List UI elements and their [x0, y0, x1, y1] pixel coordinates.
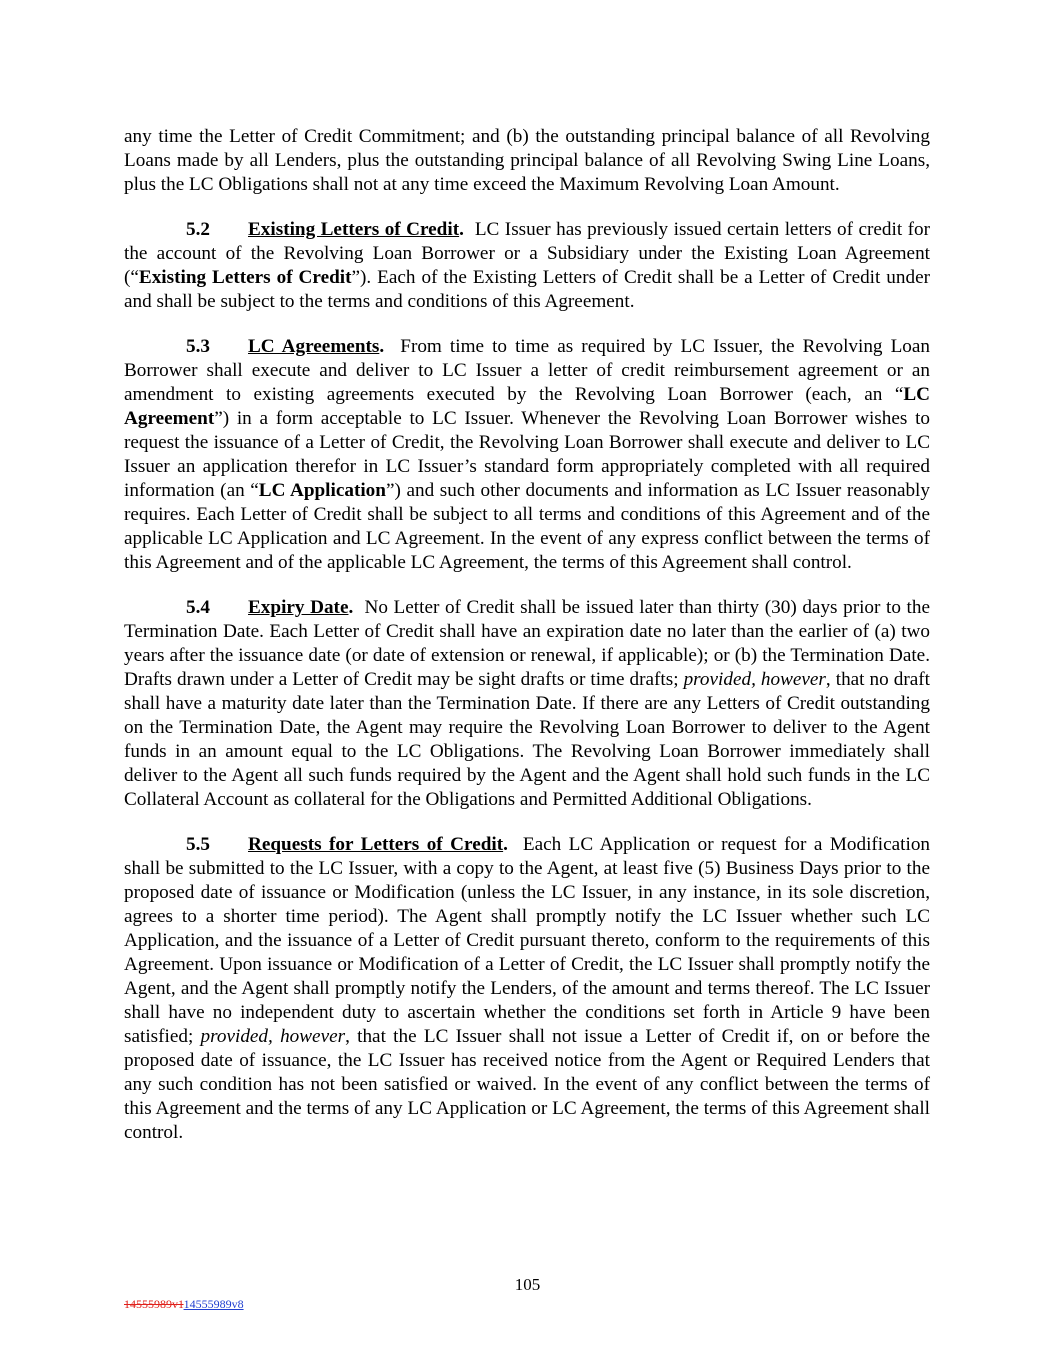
section-text: From time to time as required by LC Issuer, the Revolving Loan Borrower shall execute and deliver to LC Issuer a letter of credit reimbursement agreement or an amendment to existing agreements executed by the Revolving Loan Borrower (each, an “ — [124, 336, 931, 405]
section-title: Expiry Date — [248, 597, 349, 618]
section-text: ”). Each of the Existing Letters of Credit shall be a Letter of Credit under and shall be subject to the terms and conditions of this Agreement. — [124, 267, 930, 312]
continuation-paragraph: any time the Letter of Credit Commitment; and (b) the outstanding principal balance of all Revolving Loans made by all Lenders, plus the outstanding principal balance of all Revolving Swing Line Loans, plus the LC Obligations shall not at any time exceed the Maximum Revolving Loan Amount. — [124, 126, 930, 195]
document-id — [124, 1297, 244, 1312]
section-text: , that the LC Issuer shall not issue a Letter of Credit if, on or before the proposed date of issuance, the LC Issuer has received notice from the Agent or Required Lenders that any such condition has not been satisfied or waived. In the event of any conflict between the terms of this Agreement and the terms of any LC Application or LC Agreement, the terms of this Agreement shall control. — [124, 1026, 930, 1143]
page-number: 105 — [514, 1275, 541, 1294]
defined-term: Existing Letters of Credit — [138, 267, 352, 288]
section-5-5: 5.5 Requests for Letters of Credit. Each LC Application or request for a Modification shall be submitted to the LC Issuer, with a copy to the Agent, at least five (5) Business Days prior to the proposed date of issuance or Modification (unless the LC Issuer, in any instance, in its sole discretion, agrees to a shorter time period). The Agent shall promptly notify the LC Issuer whether such LC Application, and the issuance of a Letter of Credit pursuant thereto, conform to the requirements of this Agreement. Upon issuance or Modification of a Letter of Credit, the LC Issuer shall promptly notify the Agent, and the Agent shall promptly notify the Lenders, of the amount and terms thereof. The LC Issuer shall have no independent duty to ascertain whether the conditions set forth in Article 9 have been satisfied; provided, however, that the LC Issuer shall not issue a Letter of Credit if, on or before the proposed date of issuance, the LC Issuer has received notice from the Agent or Required Lenders that any such condition has not been satisfied or waived. In the event of any conflict between the terms of this Agreement and the terms of any LC Application or LC Agreement, the terms of this Agreement shall control. — [124, 834, 931, 1143]
italic-term: provided, however — [200, 1026, 346, 1047]
section-number: 5.4 — [186, 597, 210, 618]
section-text: ”) and such other documents and information as LC Issuer reasonably requires. Each Letter of Credit shall be subject to all terms and conditions of this Agreement and of the applicable LC Application and LC Agreement. In the event of any express conflict between the terms of this Agreement and of the applicable LC Agreement, the terms of this Agreement shall control. — [124, 480, 930, 573]
section-text: , that no draft shall have a maturity date later than the Termination Date. If there are any Letters of Credit outstanding on the Termination Date, the Agent may require the Revolving Loan Borrower to deliver to the Agent funds in an amount equal to the LC Obligations. The Revolving Loan Borrower immediately shall deliver to the Agent all such funds required by the Agent and the Agent shall hold such funds in the LC Collateral Account as collateral for the Obligations and Permitted Additional Obligations. — [124, 669, 930, 810]
section-text: No Letter of Credit shall be issued later than thirty (30) days prior to the Termination Date. Each Letter of Credit shall have an expiration date no later than the earlier of (a) two years after the issuance date (or date of extension or renewal, if applicable); or (b) the Termination Date. Drafts drawn under a Letter of Credit may be sight drafts or time drafts; — [124, 597, 930, 690]
section-text: LC Issuer has previously issued certain letters of credit for the account of the Revolving Loan Borrower or a Subsidiary under the Existing Loan Agreement (“ — [124, 219, 931, 288]
section-number: 5.2 — [186, 219, 210, 240]
section-number: 5.3 — [186, 336, 210, 357]
defined-term: LC Agreement — [124, 384, 930, 429]
section-text: ”) in a form acceptable to LC Issuer. Whenever the Revolving Loan Borrower wishes to request the issuance of a Letter of Credit, the Revolving Loan Borrower shall execute and deliver to LC Issuer an application therefor in LC Issuer’s standard form appropriately completed with all required information (an “ — [124, 408, 930, 501]
section-5-4: 5.4 Expiry Date. No Letter of Credit shall be issued later than thirty (30) days prior to the Termination Date. Each Letter of Credit shall have an expiration date no later than the earlier of (a) two years after the issuance date (or date of extension or renewal, if applicable); or (b) the Termination Date. Drafts drawn under a Letter of Credit may be sight drafts or time drafts; provided, however, that no draft shall have a maturity date later than the Termination Date. If there are any Letters of Credit outstanding on the Termination Date, the Agent may require the Revolving Loan Borrower to deliver to the Agent funds in an amount equal to the LC Obligations. The Revolving Loan Borrower immediately shall deliver to the Agent all such funds required by the Agent and the Agent shall hold such funds in the LC Collateral Account as collateral for the Obligations and Permitted Additional Obligations. — [124, 597, 930, 810]
section-title: Requests for Letters of Credit — [248, 834, 504, 855]
section-title: LC Agreements — [248, 336, 380, 357]
section-number: 5.5 — [186, 834, 210, 855]
section-title: Existing Letters of Credit — [248, 219, 460, 240]
section-5-2: 5.2 Existing Letters of Credit. LC Issuer has previously issued certain letters of credit for the account of the Revolving Loan Borrower or a Subsidiary under the Existing Loan Agreement (“Existing Letters of Credit”). Each of the Existing Letters of Credit shall be a Letter of Credit under and shall be subject to the terms and conditions of this Agreement. — [124, 219, 931, 312]
defined-term: LC Application — [258, 480, 386, 501]
document-id-deleted: 14555989v1 — [124, 1297, 184, 1311]
section-text: Each LC Application or request for a Modification shall be submitted to the LC Issuer, with a copy to the Agent, at least five (5) Business Days prior to the proposed date of issuance or Modification (unless the LC Issuer, in any instance, in its sole discretion, agrees to a shorter time period). The Agent shall promptly notify the LC Issuer whether such LC Application, and the issuance of a Letter of Credit pursuant thereto, conform to the requirements of this Agreement. Upon issuance or Modification of a Letter of Credit, the LC Issuer shall promptly notify the Agent, and the Agent shall promptly notify the Lenders, of the amount and terms thereof. The LC Issuer shall have no independent duty to ascertain whether the conditions set forth in Article 9 have been satisfied; — [124, 834, 931, 1047]
italic-term: provided, however — [683, 669, 826, 690]
document-id-inserted: 14555989v8 — [183, 1297, 244, 1311]
section-5-3: 5.3 LC Agreements. From time to time as required by LC Issuer, the Revolving Loan Borrower shall execute and deliver to LC Issuer a letter of credit reimbursement agreement or an amendment to existing agreements executed by the Revolving Loan Borrower (each, an “LC Agreement”) in a form acceptable to LC Issuer. Whenever the Revolving Loan Borrower wishes to request the issuance of a Letter of Credit, the Revolving Loan Borrower shall execute and deliver to LC Issuer an application therefor in LC Issuer’s standard form appropriately completed with all required information (an “LC Application”) and such other documents and information as LC Issuer reasonably requires. Each Letter of Credit shall be subject to all terms and conditions of this Agreement and of the applicable LC Application and LC Agreement. In the event of any express conflict between the terms of this Agreement and of the applicable LC Agreement, the terms of this Agreement shall control. — [124, 336, 931, 573]
document-page — [124, 125, 930, 1166]
